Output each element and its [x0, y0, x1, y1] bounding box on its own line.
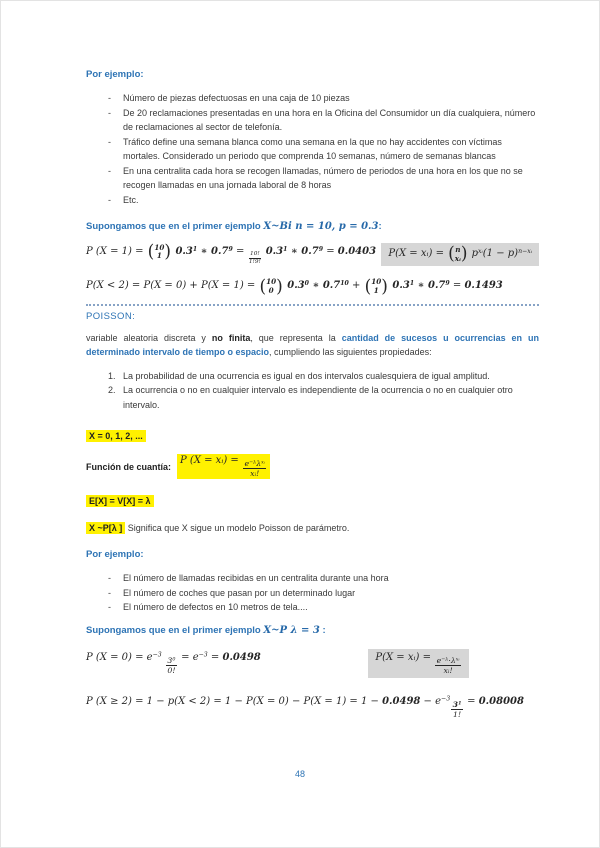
formula-poisson-p-xge2: P $(X \ge 2) = 1 - p(X < 2) = 1 - P(X = 0) - P(X = 1) = 1 - 0.0498 - e^{-3}$ $\frac{3^1}{1!}$ = 0.08008 [86, 695, 524, 720]
bullet-marker: - [108, 107, 111, 118]
poisson-properties-list [86, 369, 539, 413]
pmf-line [86, 454, 539, 479]
poisson-heading: POISSON: [86, 310, 136, 322]
binomial-formula-row-1 [86, 243, 539, 266]
formula-poisson-pmf-highlight: P (X = xᵢ) = $\frac{e^{-\lambda}\lambda^{xᵢ}}{\text{xᵢ!}}$ [177, 454, 270, 479]
list-item-text: El número de coches que pasan por un determinado lugar [123, 587, 356, 598]
formula-binomial-p-x1: P (X = 1) = ( 10 1 ) $0.3^1$ ∗ $0.7^9$ = $\frac{10!}{1!9!}$ $0.3^1$ ∗ $0.7^9 = 0.0403$ [86, 241, 377, 265]
bullet-marker: - [108, 165, 111, 176]
bullet-marker: - [108, 573, 111, 584]
list-item [106, 193, 539, 208]
domain-highlight: X = 0, 1, 2, ... [86, 430, 146, 442]
notation-text: Significa que X sigue un modelo Poisson de parámetro. [125, 523, 350, 534]
bullet-marker: - [108, 587, 111, 598]
formula-poisson-p-x0: P $(X = 0) = e^{-3}$ $\frac{3^0}{0!}$ = $e^{-3} = 0.0498$ [86, 651, 261, 676]
list-item [106, 571, 539, 586]
poisson-formula-row-2 [86, 696, 539, 719]
heading-prefix: Supongamos que en el primer ejemplo [86, 624, 264, 636]
formula-binomial-pmf: P(X = xᵢ) = ( n xᵢ ) $p^{xᵢ}(1 - p)^{n-xᵢ}$ [381, 243, 539, 266]
list-item [106, 369, 539, 384]
list-item-text: De 20 reclamaciones presentadas en una hora en la Oficina del Consumidor un día cualquiera, número de reclamaciones al sector de telefonía. [123, 107, 536, 132]
moments-line [86, 491, 539, 509]
poisson-assumption-heading [86, 625, 539, 637]
example-heading-2: Por ejemplo: [86, 549, 144, 561]
notation-line [86, 523, 539, 533]
list-item [106, 164, 539, 193]
heading-prefix: Supongamos que en el primer ejemplo [86, 221, 264, 232]
example-heading-1: Por ejemplo: [86, 69, 144, 80]
formula-poisson-pmf: P(X = xᵢ) = $\frac{e^{-\lambda}\cdot\lambda^{xᵢ}}{\text{xᵢ!}}$ [368, 649, 469, 678]
bullet-marker: - [108, 136, 111, 147]
bullet-marker: - [108, 194, 111, 205]
heading-suffix: : [319, 624, 326, 636]
binomial-examples-list [86, 91, 539, 207]
formula-binomial-p-xlt2: P(X < 2) = P(X = 0) + P(X = 1) = ( 10 0 ) $0.3^0$ ∗ $0.7^{10}$ + ( 10 1 ) $0.3^1$ ∗ $0.7^9 = 0.1493$ [86, 276, 503, 298]
list-item [106, 91, 539, 106]
list-item-text: El número de defectos en 10 metros de tela.... [123, 602, 308, 613]
list-number: 2. [108, 385, 116, 396]
pmf-label: Función de cuantía: [86, 461, 172, 472]
list-item-text: Número de piezas defectuosas en una caja de 10 piezas [123, 93, 350, 103]
list-item-text: Tráfico define una semana blanca como una semana en la que no hay accidentes con víctimas mortales. Considerado un periodo que comprenda 10 semanas, número de semanas blancas [123, 136, 502, 161]
list-item [106, 600, 539, 615]
list-item [106, 135, 539, 164]
bullet-marker: - [108, 93, 111, 103]
poisson-intro [86, 331, 539, 359]
list-item [106, 586, 539, 601]
intro-bold: no finita [211, 332, 251, 343]
intro-blue-bold: cantidad de sucesos u ocurrencias en un determinado intervalo de tiempo o espacio [86, 332, 539, 357]
list-item-text: El número de llamadas recibidas en un centralita durante una hora [123, 573, 389, 584]
poisson-formula-row-1 [86, 649, 539, 678]
heading-math: X~Bi n = 10, p = 0.3 [263, 221, 379, 232]
bullet-marker: - [108, 602, 111, 613]
list-item-text: En una centralita cada hora se recogen llamadas, número de periodos de una hora en los que no se recogen llamadas en una jornada laboral de 8 horas [123, 165, 523, 190]
list-number: 1. [108, 370, 116, 381]
heading-math: X~P λ = 3 [263, 624, 320, 636]
intro-text: variable aleatoria discreta y [86, 332, 212, 343]
poisson-examples-list [86, 571, 539, 615]
intro-text: , que representa la [250, 332, 342, 343]
list-item-text: Etc. [123, 194, 139, 205]
binomial-assumption-heading [86, 221, 539, 233]
list-item [106, 106, 539, 135]
notation-highlight: X ~P[λ ] [86, 522, 125, 534]
moments-highlight: E[X] = V[X] = λ [86, 495, 154, 507]
intro-text: , cumpliendo las siguientes propiedades: [269, 346, 432, 357]
list-item-text: La ocurrencia o no en cualquier intervalo es independiente de la ocurrencia o no en cualquier otro intervalo. [123, 385, 513, 410]
domain-line [86, 426, 539, 444]
list-item [106, 383, 539, 412]
list-item-text: La probabilidad de una ocurrencia es igual en dos intervalos cualesquiera de igual amplitud. [123, 370, 490, 381]
page-number: 48 [294, 769, 305, 779]
section-divider [86, 304, 539, 306]
binomial-formula-row-2 [86, 276, 539, 298]
heading-suffix: : [378, 221, 382, 232]
